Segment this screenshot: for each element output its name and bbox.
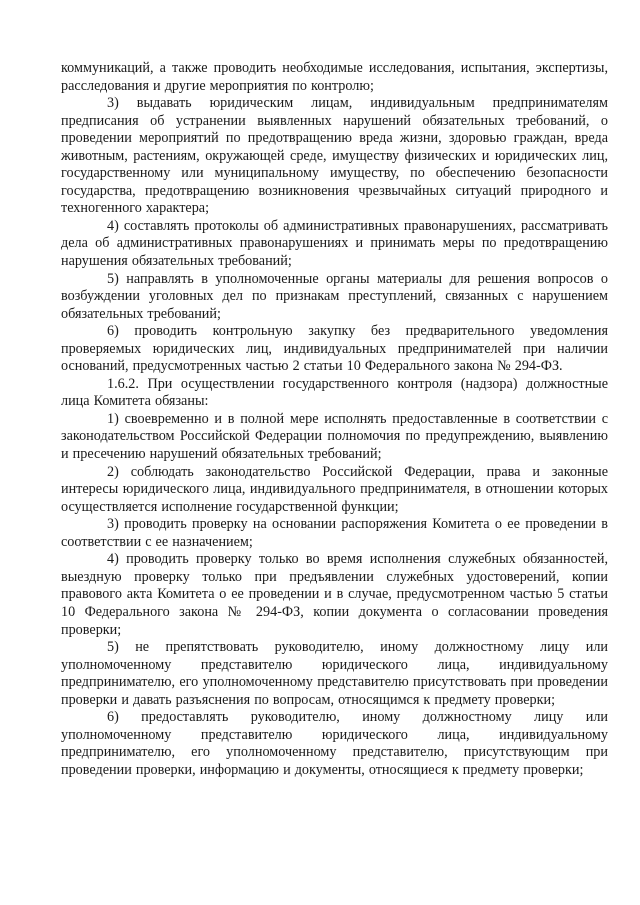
paragraph-item-6: 6) проводить контрольную закупку без предварительного уведомления проверяемых юридических лиц, индивидуальных предпринимателей при наличии оснований, предусмотренных частью 2 статьи 10 Федерального закона № 294-ФЗ. [61, 323, 608, 375]
paragraph-duty-3: 3) проводить проверку на основании распоряжения Комитета о ее проведении в соответствии с ее назначением; [61, 516, 608, 550]
paragraph-item-4: 4) составлять протоколы об административных правонарушениях, рассматривать дела об административных правонарушениях и принимать меры по предотвращению нарушения обязательных требований; [61, 217, 608, 270]
paragraph-duty-1: 1) своевременно и в полной мере исполнять предоставленные в соответствии с законодательством Российской Федерации полномочия по предупреждению, выявлению и пресечению нарушений обязательных требований; [61, 410, 608, 463]
paragraph-section-1-6-2: 1.6.2. При осуществлении государственного контроля (надзора) должностные лица Комитета обязаны: [61, 375, 608, 410]
paragraph-duty-2: 2) соблюдать законодательство Российской Федерации, права и законные интересы юридического лица, индивидуального предпринимателя, в отношении которых осуществляется исполнение государственной функции; [61, 463, 608, 515]
paragraph-duty-6: 6) предоставлять руководителю, иному должностному лицу или уполномоченному представителю юридического лица, индивидуальному предпринимателю, его уполномоченному представителю, присутствующим при проведении проверки, информацию и документы, относящиеся к предмету проверки; [61, 709, 608, 778]
paragraph-item-3: 3) выдавать юридическим лицам, индивидуальным предпринимателям предписания об устранении выявленных нарушений обязательных требований, о проведении мероприятий по предотвращению вреда жизни, здоровью граждан, вреда животным, растениям, окружающей среде, имуществу физических и юридических лиц, государственному или муниципальному имуществу, по обеспечению безопасности государства, предотвращению возникновения чрезвычайных ситуаций природного и техногенного характера; [61, 95, 608, 217]
paragraph-continuation: коммуникаций, а также проводить необходимые исследования, испытания, экспертизы, расследования и другие мероприятия по контролю; [61, 60, 608, 94]
paragraph-duty-5: 5) не препятствовать руководителю, иному должностному лицу или уполномоченному представителю юридического лица, индивидуальному предпринимателю, его уполномоченному представителю присутствовать при проведении проверки и давать разъяснения по вопросам, относящимся к предмету проверки; [61, 639, 608, 708]
paragraph-duty-4: 4) проводить проверку только во время исполнения служебных обязанностей, выездную проверку только при предъявлении служебных удостоверений, копии правового акта Комитета о ее проведении и в случае, предусмотренном частью 5 статьи 10 Федерального закона № 294-ФЗ, копии документа о согласовании проведения проверки; [61, 551, 608, 638]
document-body [61, 60, 608, 779]
paragraph-item-5: 5) направлять в уполномоченные органы материалы для решения вопросов о возбуждении уголовных дел по признакам преступлений, связанных с нарушением обязательных требований; [61, 270, 608, 322]
